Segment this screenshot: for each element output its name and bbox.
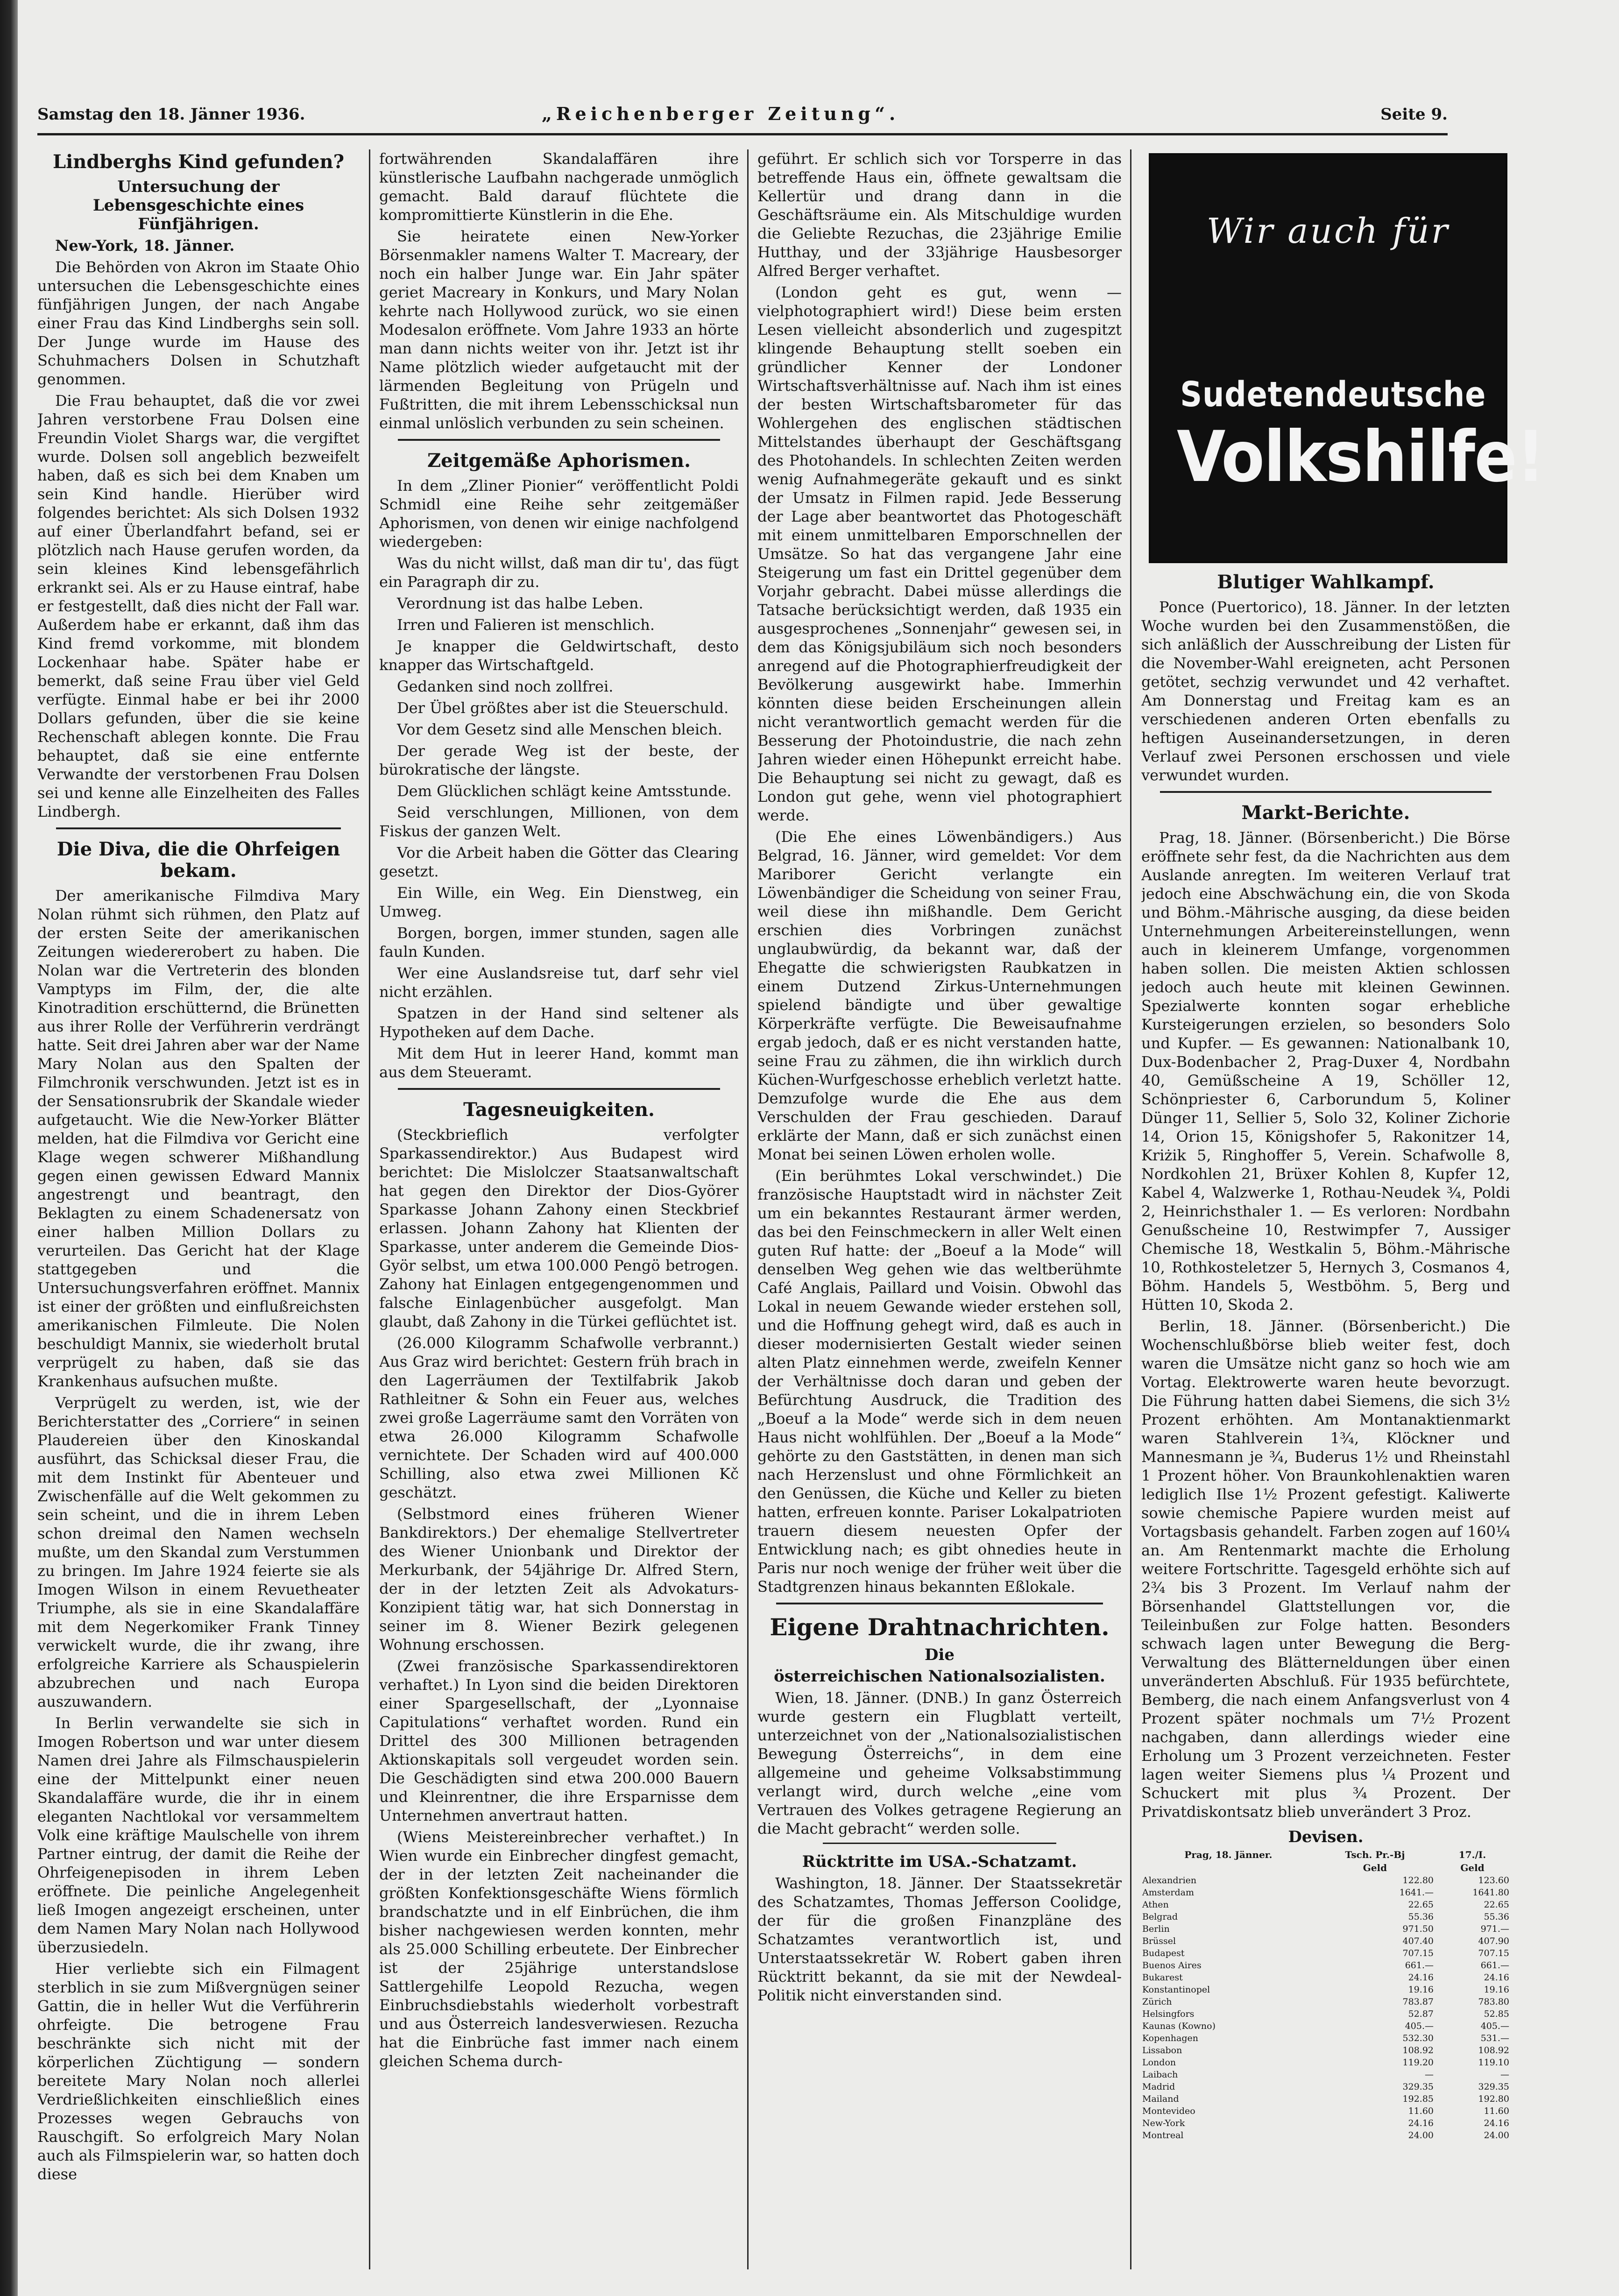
table-cell: 55.36 — [1484, 1912, 1509, 1922]
table-row — [1141, 2081, 1510, 2093]
table-cell: 122.80 — [1402, 1875, 1434, 1886]
article-separator — [56, 827, 341, 829]
paragraph: (Zwei französische Sparkassendirektoren verhaftet.) In Lyon sind die beiden Direktoren einer Spargesellschaft, der „Lyonnaise Capitulations“ verhaftet worden. Rund ein Drittel des 300 Millionen betragenden Aktionskapitals soll vergeudet worden sein. Die Geschädigten sind etwa 200.000 Bauern und Kleinrentner, die ihre Ersparnisse dem Unternehmen anvertraut hatten. — [379, 1657, 739, 1824]
column-divider — [369, 149, 370, 2269]
table-cell: Lissabon — [1142, 2045, 1182, 2056]
article-title: Die Diva, die die Ohrfeigen bekam. — [57, 838, 340, 882]
table-row — [1141, 2008, 1510, 2020]
table-cell: 192.85 — [1402, 2094, 1434, 2104]
header-rule — [37, 133, 1448, 135]
table-cell: Athen — [1142, 1900, 1169, 1910]
article-separator — [776, 1603, 1103, 1604]
poster-line-2: Volkshilfe! — [1177, 417, 1544, 498]
table-cell: 405.— — [1405, 2021, 1434, 2031]
table-cell: Kaunas (Kowno) — [1142, 2021, 1216, 2031]
table-cell: Zürich — [1142, 1997, 1172, 2007]
table-cell: 19.16 — [1408, 1985, 1434, 1995]
paragraph: (26.000 Kilogramm Schafwolle verbrannt.) Aus Graz wird berichtet: Gestern früh brach in den Lagerräumen der Textilfabrik Jakob Rathleitner & Sohn ein Feuer aus, welches zwei große Lagerräume samt den Vorräten von etwa 26.000 Kilogramm Schafwolle vernichtete. Der Schaden wird auf 400.000 Schilling, also etwa zwei Millionen Kč geschätzt. — [379, 1334, 739, 1501]
aphorism: Was du nicht willst, daß man dir tu', das fügt ein Paragraph dir zu. — [379, 554, 739, 591]
paragraph: Die Frau behauptet, daß die vor zwei Jahren verstorbene Frau Dolsen eine Freundin Violet Shargs war, die vergiftet wurde. Dolsen soll angeblich bezweifelt haben, daß es sich bei dem Knaben um sein Kind handle. Hierüber wird folgendes berichtet: Als sich Dolsen 1932 auf einer Überlandfahrt befand, sei er plötzlich nach Hause gerufen worden, da sein kleines Kind lebensgefährlich erkrankt sei. Als er zu Hause eintraf, habe er festgestellt, daß dies nicht der Fall war. Außerdem habe er erkannt, daß ihm das Kind fremd vorkomme, mit blondem Lockenhaar habe. Später habe er bemerkt, daß seine Frau über viel Geld verfügte. Einmal habe er bei ihr 2000 Dollars gefunden, über die sie keine Rechenschaft ablegen konnte. Die Frau behauptet, daß sie eine entfernte Verwandte der verstorbenen Frau Dolsen sei und kenne alle Einzelheiten des Falles Lindbergh. — [37, 392, 360, 820]
table-cell: 11.60 — [1484, 2106, 1509, 2116]
table-row — [1141, 2020, 1510, 2032]
table-cell: 783.87 — [1402, 1997, 1434, 2007]
table-cell: 532.30 — [1402, 2033, 1434, 2043]
article-subtitle: Die — [924, 1646, 955, 1664]
aphorism: Der gerade Weg ist der beste, der bürokratische der längste. — [379, 742, 739, 778]
table-cell: 407.90 — [1478, 1936, 1509, 1946]
table-cell: 1641.80 — [1472, 1887, 1509, 1898]
aphorism: Gedanken sind noch zollfrei. — [397, 678, 614, 695]
table-cell: 24.16 — [1408, 1972, 1434, 1983]
paragraph: Der amerikanische Filmdiva Mary Nolan rühmt sich rühmen, den Platz auf der ersten Seite der amerikanischen Zeitungen wiedererobert zu haben. Die Nolan war die Vertreterin des blonden Vamptyps im Film, der, die alte Kinotradition erschütternd, die Brünetten aus ihrer Rolle der Verführerin verdrängt hatte. Seit drei Jahren aber war der Name Mary Nolan aus den Spalten der Filmchronik verschwunden. Jetzt ist es in der Sensationsrubrik der Skandale wieder aufgetaucht. Wie die New-Yorker Blätter melden, hat die Filmdiva vor Gericht eine Klage wegen schwerer Mißhandlung gegen einen gewissen Edward Mannix angestrengt und beantragt, den Beklagten zu einem Schadenersatz von einer halben Million Dollars zu verurteilen. Das Gericht hat der Klage stattgegeben und die Untersuchungsverfahren eröffnet. Mannix ist einer der größten und einflußreichsten amerikanischen Filmleute. Die Nolen beschuldigt Mannix, sie wiederholt brutal verprügelt zu haben, daß sie das Krankenhaus aufsuchen mußte. — [37, 887, 360, 1390]
table-cell: 24.16 — [1484, 1972, 1509, 1983]
table-cell: 192.80 — [1478, 2094, 1509, 2104]
column-2 — [379, 149, 739, 2279]
paragraph: Ponce (Puertorico), 18. Jänner. In der letzten Woche wurden bei den Zusammenstößen, die sich anläßlich der Ausschreibung der Listen für die November-Wahl ereigneten, acht Personen getötet, sechzig verwundet und 42 verhaftet. Am Donnerstag und Freitag kam es an verschiedenen anderen Orten ebenfalls zu heftigen Auseinandersetzungen, in deren Verlauf zwei Personen erschossen und viele verwundet wurden. — [1141, 598, 1510, 784]
aphorism: Mit dem Hut in leerer Hand, kommt man aus dem Steueramt. — [379, 1045, 739, 1081]
table-row — [1141, 1996, 1510, 2008]
table-cell: 52.87 — [1408, 2009, 1434, 2019]
table-row — [1141, 1874, 1510, 1886]
table-row — [1141, 2093, 1510, 2105]
table-cell: 24.00 — [1408, 2130, 1434, 2141]
column-divider — [1130, 149, 1131, 2269]
table-cell: 119.20 — [1402, 2057, 1434, 2068]
table-row — [1141, 2056, 1510, 2069]
table-cell: 123.60 — [1478, 1875, 1509, 1886]
table-cell: Alexandrien — [1142, 1875, 1197, 1886]
paragraph: (Steckbrieflich verfolgter Sparkassendirektor.) Aus Budapest wird berichtet: Die Mislolczer Staatsanwaltschaft hat gegen den Direktor der Dios-Györer Sparkasse Johann Zahony einen Steckbrief erlassen. Johann Zahony hat Klienten der Sparkasse, unter anderem die Gemeinde Dios-Györ selbst, um etwa 100.000 Pengö betrogen. Zahony hat Einlagen entgegengenommen und falsche Einlagenbücher ausgefolgt. Man glaubt, daß Zahony in die Türkei geflüchtet ist. — [379, 1126, 739, 1330]
article-separator — [1160, 791, 1492, 793]
table-row — [1141, 1899, 1510, 1911]
table-cell: Bukarest — [1142, 1972, 1183, 1983]
paragraph: In dem „Zliner Pionier“ veröffentlicht Poldi Schmidl eine Reihe sehr zeitgemäßer Aphorismen, von denen wir einige nachfolgend wiedergeben: — [379, 477, 739, 551]
table-row — [1141, 2044, 1510, 2056]
aphorism: Dem Glücklichen schlägt keine Amtsstunde. — [397, 782, 732, 800]
aphorism: Der Übel größtes aber ist die Steuerschuld. — [397, 699, 729, 717]
currency-table-body — [1141, 1874, 1510, 2141]
article-separator — [823, 1843, 1056, 1844]
table-cell: 19.16 — [1484, 1985, 1509, 1995]
table-cell: Belgrad — [1142, 1912, 1178, 1922]
table-cell: 971.50 — [1402, 1924, 1434, 1934]
table-header: 17./I. — [1458, 1849, 1486, 1860]
article-subtitle: Untersuchung der Lebensgeschichte eines Fünfjährigen. — [92, 177, 304, 233]
aphorism: Irren und Falieren ist menschlich. — [397, 616, 655, 634]
table-cell: Montevideo — [1142, 2106, 1195, 2116]
table-cell: 108.92 — [1478, 2045, 1509, 2056]
table-cell: 24.16 — [1484, 2118, 1509, 2128]
currency-table — [1141, 1848, 1510, 2141]
table-cell: 24.16 — [1408, 2118, 1434, 2128]
table-cell: 531.— — [1480, 2033, 1509, 2043]
table-row — [1141, 1935, 1510, 1947]
aphorism: Verordnung ist das halbe Leben. — [397, 594, 643, 612]
volkshilfe-poster — [1149, 153, 1544, 563]
table-cell: Konstantinopel — [1142, 1985, 1210, 1995]
table-cell: 783.80 — [1478, 1997, 1509, 2007]
article-title: österreichischen Nationalsozialisten. — [774, 1667, 1105, 1686]
aphorism: Je knapper die Geldwirtschaft, desto knapper das Wirtschaftgeld. — [379, 637, 739, 674]
table-cell: Laibach — [1142, 2070, 1178, 2080]
aphorism: Wer eine Auslandsreise tut, darf sehr viel nicht erzählen. — [379, 964, 739, 1001]
table-cell: New-York — [1142, 2118, 1185, 2128]
table-cell: 407.40 — [1402, 1936, 1434, 1946]
column-4 — [1141, 570, 1510, 2279]
table-cell: 52.85 — [1484, 2009, 1509, 2019]
table-header: Geld — [1460, 1862, 1485, 1873]
article-separator — [398, 439, 720, 441]
paragraph: Prag, 18. Jänner. (Börsenbericht.) Die Börse eröffnete sehr fest, da die Nachrichten aus dem Auslande anregten. Im weiteren Verlauf trat jedoch eine Abschwächung ein, die von Skoda und Böhm.-Mährische ausging, da diese beiden Unternehmungen Arbeitereinstellungen, wenn auch in kleinerem Umfange, vorgenommen haben sollen. Die meisten Aktien schlossen jedoch auch heute mit kleinen Gewinnen. Spezialwerte konnten sogar erhebliche Kursteigerungen erzielen, so besonders Solo und Kupfer. — Es gewannen: Nationalbank 10, Dux-Bodenbacher 2, Prag-Duxer 4, Nordbahn 40, Gemüßscheine A 19, Schöller 12, Schönpriester 6, Carborundum 5, Koliner Dünger 11, Sellier 5, Solo 32, Koliner Zichorie 14, Orion 15, Königshofer 5, Rakonitzer 14, Kriżik 5, Ringhoffer 5, Verein. Schafwolle 8, Nordkohlen 21, Brüxer Kohlen 8, Kupfer 12, Kabel 4, Walzwerke 1, Rothau-Neudek ¾, Poldi 2, Heinrichsthaler 1. — Es verloren: Nordbahn Genußscheine 10, Restwimpfer 7, Aussiger Chemische 18, Westkalin 5, Böhm.-Mährische 10, Rothkosteletzer 5, Hernych 3, Cosmanos 4, Böhm. Handels 5, Westböhm. 5, Berg und Hütten 10, Skoda 2. — [1141, 829, 1510, 1314]
aphorism: Seid verschlungen, Millionen, von dem Fiskus der ganzen Welt. — [379, 804, 739, 840]
table-cell: Helsingfors — [1142, 2009, 1195, 2019]
table-row — [1141, 2032, 1510, 2044]
column-1 — [37, 149, 360, 2279]
table-row — [1141, 2069, 1510, 2081]
table-row — [1141, 2117, 1510, 2129]
table-cell: 22.65 — [1408, 1900, 1434, 1910]
paragraph: Wien, 18. Jänner. (DNB.) In ganz Österreich wurde gestern ein Flugblatt verteilt, unterzeichnet von der „Nationalsozialistischen Bewegung Österreichs“, in dem eine allgemeine und geheime Volksabstimmung verlangt wird, durch welche „eine vom Vertrauen des Volkes getragene Regierung an die Macht gebracht“ werden solle. — [757, 1689, 1122, 1837]
table-cell: 24.00 — [1484, 2130, 1509, 2141]
table-cell: 329.35 — [1478, 2082, 1509, 2092]
table-header: Prag, 18. Jänner. — [1184, 1849, 1273, 1860]
aphorism: Spatzen in der Hand sind seltener als Hypotheken auf dem Dache. — [379, 1004, 739, 1041]
table-cell: Budapest — [1142, 1948, 1185, 1958]
aphorism: Borgen, borgen, immer stunden, sagen alle fauln Kunden. — [379, 924, 739, 961]
table-row — [1141, 1923, 1510, 1935]
page-number: Seite 9. — [1380, 105, 1448, 124]
table-cell: Kopenhagen — [1142, 2033, 1198, 2043]
table-cell: 971.— — [1480, 1924, 1509, 1934]
table-row — [1141, 1959, 1510, 1971]
paragraph: Washington, 18. Jänner. Der Staatssekretär des Schatzamtes, Thomas Jefferson Coolidge, der für die großen Finanzpläne des Schatzamtes verantwortlich ist, und Unterstaatssekretär W. Robert gaben ihren Rücktritt bekannt, da sie mit der Newdeal-Politik nicht einverstanden sind. — [757, 1874, 1122, 2004]
table-row — [1141, 1984, 1510, 1996]
section-title: Eigene Drahtnachrichten. — [770, 1613, 1110, 1641]
table-row — [1141, 2105, 1510, 2117]
table-cell: 405.— — [1480, 2021, 1509, 2031]
paragraph: (Die Ehe eines Löwenbändigers.) Aus Belgrad, 16. Jänner, wird gemeldet: Vor dem Mariborer Gericht verlangte ein Löwenbändiger die Scheidung von seiner Frau, weil diese ihn mißhandle. Dem Gericht erschien dies Vorbringen zunächst unglaubwürdig, da bekannt war, daß der Ehegatte die schwierigsten Raubkatzen in einem Dutzend Zirkus-Unternehmungen spielend bändigte und über gewaltige Körperkräfte verfügte. Die Beweisaufnahme ergab jedoch, daß er es nicht verstanden hatte, seine Frau zu zähmen, die ihn wirklich durch Küchen-Wurfgeschosse erheblich verletzt hatte. Demzufolge wurde die Ehe aus dem Verschulden der Frau geschieden. Darauf erklärte der Mann, daß er sich zunächst einen Monat bei seinen Löwen erholen wolle. — [757, 828, 1122, 1163]
table-row — [1141, 2129, 1510, 2141]
table-cell: Madrid — [1142, 2082, 1175, 2092]
aphorism: Vor die Arbeit haben die Götter das Clearing gesetzt. — [379, 844, 739, 880]
paragraph: geführt. Er schlich sich vor Torsperre in das betreffende Haus ein, öffnete gewaltsam die Kellertür und drang dann in die Geschäftsräume ein. Als Mitschuldige wurden die Geliebte Rezuchas, die 23jährige Emilie Hutthay, und der 33jährige Hausbesorger Alfred Berger verhaftet. — [757, 150, 1122, 280]
section-title: Markt-Berichte. — [1241, 802, 1410, 824]
table-cell: 108.92 — [1402, 2045, 1434, 2056]
table-cell: 707.15 — [1478, 1948, 1509, 1958]
aphorism: Ein Wille, ein Weg. Ein Dienstweg, ein Umweg. — [379, 884, 739, 920]
aphorism-list — [379, 554, 739, 1081]
section-title: Tagesneuigkeiten. — [463, 1099, 655, 1121]
table-cell: 1641.— — [1399, 1887, 1434, 1898]
paragraph: Sie heiratete einen New-Yorker Börsenmakler namens Walter T. Macreary, der noch ein halber Junge war. Ein Jahr später geriet Macreary in Konkurs, und Mary Nolan kehrte nach Hollywood zurück, wo sie einen Modesalon eröffnete. Vom Jahre 1933 an hörte man dann nichts weiter von ihr. Jetzt ist ihr Name plötzlich wieder aufgetaucht mit der lärmenden Begleitung von Prügeln und Fußtritten, die mit ihrem Lebensschicksal nun einmal unlöslich verbunden zu sein scheinen. — [379, 227, 739, 432]
table-cell: 661.— — [1405, 1960, 1434, 1971]
table-cell: Montreal — [1142, 2130, 1184, 2141]
table-cell: Berlin — [1142, 1924, 1170, 1934]
article-title: Lindberghs Kind gefunden? — [52, 151, 345, 173]
paragraph: In Berlin verwandelte sie sich in Imogen Robertson und war unter diesem Namen drei Jahre als Filmschauspielerin eine der Mittelpunkt einer neuen Skandalaffäre wurde, die ihr in einem eleganten Nachtlokal vor versammeltem Volk eine kräftige Maulschelle von ihrem Partner eintrug, der damit die Reihe der Ohrfeigenepisoden in ihrem Leben eröffnete. Die peinliche Angelegenheit ließ Imogen angezeigt erscheinen, unter dem Namen Mary Nolan nach Hollywood überzusiedeln. — [37, 1714, 360, 1956]
table-row — [1141, 1886, 1510, 1899]
page-header — [37, 105, 1448, 133]
article-separator — [398, 1088, 720, 1090]
column-3 — [757, 149, 1122, 2279]
article-title: Rücktritte im USA.-Schatzamt. — [802, 1852, 1077, 1871]
column-divider — [747, 149, 749, 2269]
paragraph: Berlin, 18. Jänner. (Börsenbericht.) Die Wochenschlußbörse blieb weiter fest, doch waren die Umsätze nicht ganz so hoch wie am Vortag. Elektrowerte waren heute bevorzugt. Die Führung hatten dabei Siemens, die sich 3½ Prozent erhöhten. Am Montanaktienmarkt waren Stahlverein 1¾, Klöckner und Mannesmann je ¾, Buderus 1½ und Rheinstahl 1 Prozent höher. Von Braunkohlenaktien waren lediglich Ilse 1½ Prozent gefestigt. Kaliwerte sowie chemische Papiere wurden meist auf Vortagsbasis gehandelt. Farben zogen auf 160¼ an. Am Rentenmarkt machte die Erholung weitere Fortschritte. Tagesgeld erhöhte sich auf 2¾ bis 3 Prozent. Im Verlauf nahm der Börsenhandel Glattstellungen vor, die Teileinbußen zur Folge hatten. Besonders schwach lagen unter Bewegung die Berg-Verwaltung des Blätterneldungen über einen unveränderten Abschluß. Für 1935 befürchtete, Bemberg, die nach einem Anfangsverlust von 4 Prozent später nochmals um 7½ Prozent nachgaben, dann allerdings wieder eine Erholung um 3 Prozent verzeichneten. Fester lagen weiter Siemens plus ¼ Prozent und Schuckert mit plus ¾ Prozent. Der Privatdiskontsatz blieb unverändert 3 Proz. — [1141, 1317, 1510, 1821]
dateline: New-York, 18. Jänner. — [55, 237, 235, 254]
poster-script-text: Wir auch für — [1206, 211, 1450, 251]
table-cell: 22.65 — [1484, 1900, 1509, 1910]
table-header: Geld — [1363, 1862, 1387, 1873]
table-cell: London — [1142, 2057, 1176, 2068]
table-cell: 707.15 — [1402, 1948, 1434, 1958]
table-cell: Amsterdam — [1142, 1887, 1194, 1898]
paragraph: (Ein berühmtes Lokal verschwindet.) Die französische Hauptstadt wird in nächster Zeit um ein bekanntes Restaurant ärmer werden, das bei den Feinschmeckern in aller Welt einen guten Ruf hatte: der „Boeuf a la Mode“ will denselben Weg gehen wie das weltberühmte Café Anglais, Paillard und Voisin. Obwohl das Lokal in neuem Gewande wieder erstehen soll, und die Hoffnung gehegt wird, daß es auch in dieser modernisierten Gestalt wieder seinen alten Platz einnehmen werde, zweifeln Kenner der Verhältnisse doch daran und geben der Befürchtung Ausdruck, die Tradition des „Boeuf a la Mode“ werde sich in dem neuen Haus nicht wohlfühlen. Der „Boeuf a la Mode“ gehörte zu den Gaststätten, in denen man sich nach Herzenslust und ohne Förmlichkeit an den Genüssen, die Küche und Keller zu bieten hatten, erfreuen konnte. Pariser Lokalpatrioten trauern diesem neuesten Opfer der Entwicklung nach; es gibt ohnedies heute in Paris nur noch wenige der früher weit über die Stadtgrenzen hinaus bekannten Eßlokale. — [757, 1167, 1122, 1596]
newspaper-name: „Reichenberger Zeitung“. — [542, 103, 900, 124]
article-title: Zeitgemäße Aphorismen. — [427, 450, 691, 472]
table-cell: Brüssel — [1142, 1936, 1176, 1946]
issue-date: Samstag den 18. Jänner 1936. — [37, 105, 305, 124]
table-cell: — — [1500, 2070, 1509, 2080]
paragraph: fortwährenden Skandalaffären ihre künstlerische Laufbahn nachgerade unmöglich gemacht. Bald darauf flüchtete die kompromittierte Künstlerin in die Ehe. — [379, 150, 739, 224]
table-cell: 661.— — [1480, 1960, 1509, 1971]
table-cell: — — [1425, 2070, 1434, 2080]
table-cell: Mailand — [1142, 2094, 1179, 2104]
aphorism: Vor dem Gesetz sind alle Menschen bleich. — [397, 721, 722, 738]
scan-edge — [0, 0, 18, 2296]
poster-line-1: Sudetendeutsche — [1180, 374, 1486, 415]
paragraph: (London geht es gut, wenn — vielphotographiert wird!) Diese beim ersten Lesen vielleicht absonderlich und zugespitzt klingende Behauptung stellt soeben ein gründlicher Kenner der Londoner Wirtschaftsverhältnisse auf. Nach ihm ist eines der besten Wirtschaftsbarometer für das Wohlergehen des englischen städtischen Mittelstandes überhaupt der Geschäftsgang des Photohandels. In schlechten Zeiten werden wenig Aufnahmegeräte gekauft und es sinkt der Umsatz in Filmen rapid. Jede Besserung der Lage aber beantwortet das Photogeschäft mit einem unmittelbaren Emporschnellen der Umsätze. So hat das vergangene Jahr eine Steigerung um fast ein Drittel gegenüber dem Vorjahr gebracht. Dabei müsse allerdings die Tatsache berücksichtigt werden, daß 1935 ein ausgesprochenes „Sonnenjahr“ gewesen sei, in dem das Königsjubiläum sich noch besonders anregend auf die Photographierfreudigkeit der Bevölkerung ausgewirkt habe. Immerhin könnten diese beiden Erscheinungen allein nicht verantwortlich gemacht werden für die Besserung der Photoindustrie, die nach zehn Jahren wieder einen Höhepunkt erreicht habe. Die Behauptung sei nicht zu gewagt, daß es London gut gehe, wenn viel photographiert werde. — [757, 283, 1122, 824]
table-row — [1141, 1911, 1510, 1923]
table-row — [1141, 1947, 1510, 1959]
article-title: Blutiger Wahlkampf. — [1217, 571, 1435, 593]
table-header: Tsch. Pr.-Bj — [1345, 1849, 1405, 1860]
currency-table-title: Devisen. — [1288, 1828, 1364, 1846]
paragraph: Verprügelt zu werden, ist, wie der Berichterstatter des „Corriere“ in seinen Plaudereien über den Kinoskandal ausführt, das Schicksal dieser Frau, die mit dem Instinkt für Abenteuer und Zwischenfälle auf die Welt gekommen zu sein scheint, und die in ihrem Leben schon dreimal den Namen wechseln mußte, um den Skandal zum Verstummen zu bringen. Im Jahre 1924 feierte sie als Imogen Wilson in einem Revuetheater Triumphe, als sie in eine Skandalaffäre mit dem Negerkomiker Frank Tinney verwickelt wurde, die ihr zwang, ihre erfolgreiche Karriere als Schauspielerin abzubrechen und nach Europa auszuwandern. — [37, 1394, 360, 1710]
table-row — [1141, 1971, 1510, 1984]
table-cell: Buenos Aires — [1142, 1960, 1202, 1971]
paragraph: (Wiens Meistereinbrecher verhaftet.) In Wien wurde ein Einbrecher dingfest gemacht, der in der letzten Zeit nacheinander die größten Konfektionsgeschäfte Wiens förmlich brandschatzte und in elf Einbrüchen, die ihm bisher nachgewiesen werden konnten, mehr als 25.000 Schilling erbeutete. Der Einbrecher ist der 25jährige unterstandslose Sattlergehilfe Leopold Rezucha, wegen Einbruchsdiebstahls wiederholt vorbestraft und aus Österreich landesverwiesen. Rezucha hat die Einbrüche fast immer nach einem gleichen Schema durch- — [379, 1828, 739, 2070]
table-cell: 11.60 — [1408, 2106, 1434, 2116]
paragraph: Die Behörden von Akron im Staate Ohio untersuchen die Lebensgeschichte eines fünfjährigen Jungen, der nach Angabe einer Frau das Kind Lindberghs sein soll. Der Junge wurde im Hause des Schuhmachers Dolsen in Schutzhaft genommen. — [37, 258, 360, 388]
table-cell: 329.35 — [1402, 2082, 1434, 2092]
table-cell: 119.10 — [1478, 2057, 1509, 2068]
paragraph: (Selbstmord eines früheren Wiener Bankdirektors.) Der ehemalige Stellvertreter des Wiener Unionbank und Direktor der Merkurbank, der 54jährige Dr. Alfred Stern, der in der letzten Zeit als Advokaturs-Konzipient tätig war, hat sich Donnerstag in seiner im 8. Wiener Bezirk gelegenen Wohnung erschossen. — [379, 1505, 739, 1653]
table-cell: 55.36 — [1408, 1912, 1434, 1922]
paragraph: Hier verliebte sich ein Filmagent sterblich in sie zum Mißvergnügen seiner Gattin, die in heller Wut die Verführerin ohrfeigte. Die betrogene Frau beschränkte sich nicht mit der körperlichen Züchtigung — sondern bereitete Mary Nolan noch allerlei Verdrießlichkeiten einschließlich eines Prozesses wegen Gebrauchs von Rauschgift. So erfolgreich Mary Nolan auch als Filmspielerin war, so hatten doch diese — [37, 1960, 360, 2183]
